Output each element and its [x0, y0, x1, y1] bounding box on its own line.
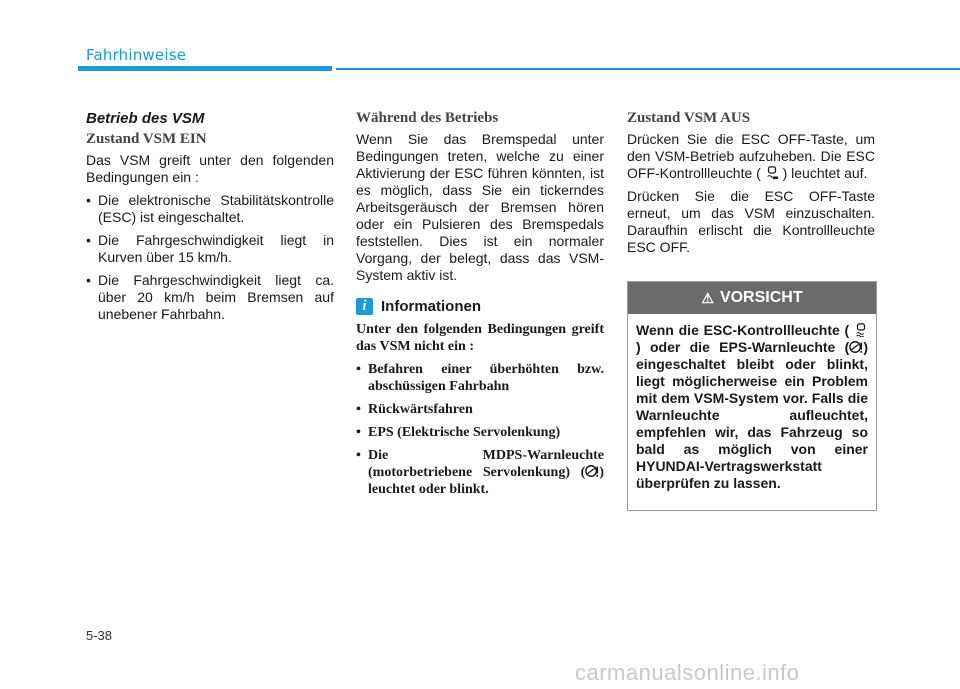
esc-off-text-a: Drücken Sie die ESC OFF-Taste, um den VSM-Betrieb aufzuheben. Die ESC OFF-Kontrollleuchte ( [627, 131, 875, 181]
info-title: Informationen [381, 298, 481, 315]
column-middle [356, 110, 604, 504]
caution-text-c: ) eingeschaltet bleibt oder blinkt, liegt möglicherweise ein Problem mit dem VSM-System vor. Falls die Warnleuchte aufleuchtet, empfehlen wir, das Fahrzeug so bald as möglich von einer HYUNDAI-Vertragswerkstatt überprüfen zu lassen. [636, 339, 868, 491]
header-rule-thin [336, 68, 960, 70]
list-item: • Die Fahrgeschwindigkeit liegt ca. über 20 km/h beim Bremsen auf unebener Fahrbahn. [86, 272, 334, 323]
header-rule-thick [78, 66, 332, 71]
watermark: carmanualsonline.info [575, 660, 800, 685]
list-item: • Die Fahrgeschwindigkeit liegt in Kurven über 15 km/h. [86, 232, 334, 266]
esc-off-text-b: ) leuchtet auf. [782, 165, 868, 181]
condition-list [86, 192, 334, 323]
info-intro: Unter den folgenden Bedingungen greift das VSM nicht ein : [356, 322, 604, 354]
paragraph-intro: Das VSM greift unter den folgenden Bedingungen ein : [86, 152, 334, 185]
mdps-text: Die MDPS-Warnleuchte (motorbetriebene Servolenkung) [368, 448, 604, 480]
caution-header [628, 282, 876, 314]
caution-text [628, 314, 876, 492]
info-icon: i [356, 298, 373, 315]
column-right [627, 110, 875, 262]
heading-during-operation: Während des Betriebs [356, 110, 499, 126]
list-item: • Die elektronische Stabilitätskontrolle (ESC) ist eingeschaltet. [86, 192, 334, 226]
info-header [356, 298, 604, 315]
list-item: • Rückwärtsfahren [356, 401, 604, 418]
caution-box [627, 281, 877, 511]
caution-title: VORSICHT [719, 289, 803, 306]
caution-text-b: ) oder die EPS-Warnleuchte ( [636, 339, 850, 355]
eps-warning-icon [849, 340, 863, 354]
paragraph-esc-off [627, 131, 875, 182]
heading-vsm-operation: Betrieb des VSM [86, 110, 205, 127]
list-item: • EPS (Elektrische Servolenkung) [356, 424, 604, 441]
info-box [356, 321, 604, 498]
column-left [86, 110, 334, 329]
list-item: • Befahren einer überhöhten bzw. abschüssigen Fahrbahn [356, 361, 604, 395]
warning-triangle-icon: ⚠ [701, 289, 714, 306]
caution-text-a: Wenn die ESC-Kontrollleuchte ( [636, 322, 850, 338]
eps-warning-icon [585, 464, 599, 478]
list-item: • Die MDPS-Warnleuchte (motorbetriebene Servolenkung) ( ) leuchtet oder blinkt. [356, 447, 604, 498]
subheading-vsm-on: Zustand VSM EIN [86, 131, 207, 147]
page-number: 5-38 [86, 628, 113, 643]
mdps-tail: ) leuchtet oder blinkt. [368, 465, 604, 497]
page-header [0, 0, 960, 80]
paragraph-operation: Wenn Sie das Bremspedal unter Bedingungen treten, welche zu einer Aktivierung der ESC führen könnten, ist es möglich, dass Sie ein tickerndes Arbeitsgeräusch der Bremsen hören oder ein Pulsieren des Bremspedals feststellen. Dies ist ein normaler Vorgang, der belegt, dass das VSM-System aktiv ist. [356, 131, 604, 283]
esc-off-lamp-icon [765, 166, 779, 180]
heading-vsm-off: Zustand VSM AUS [627, 110, 751, 126]
section-title: Fahrhinweise [86, 46, 187, 64]
paragraph-esc-on: Drücken Sie die ESC OFF-Taste erneut, um das VSM einzuschalten. Daraufhin erlischt die Kontrollleuchte ESC OFF. [627, 188, 875, 255]
esc-lamp-icon [854, 323, 868, 337]
info-list [356, 361, 604, 498]
